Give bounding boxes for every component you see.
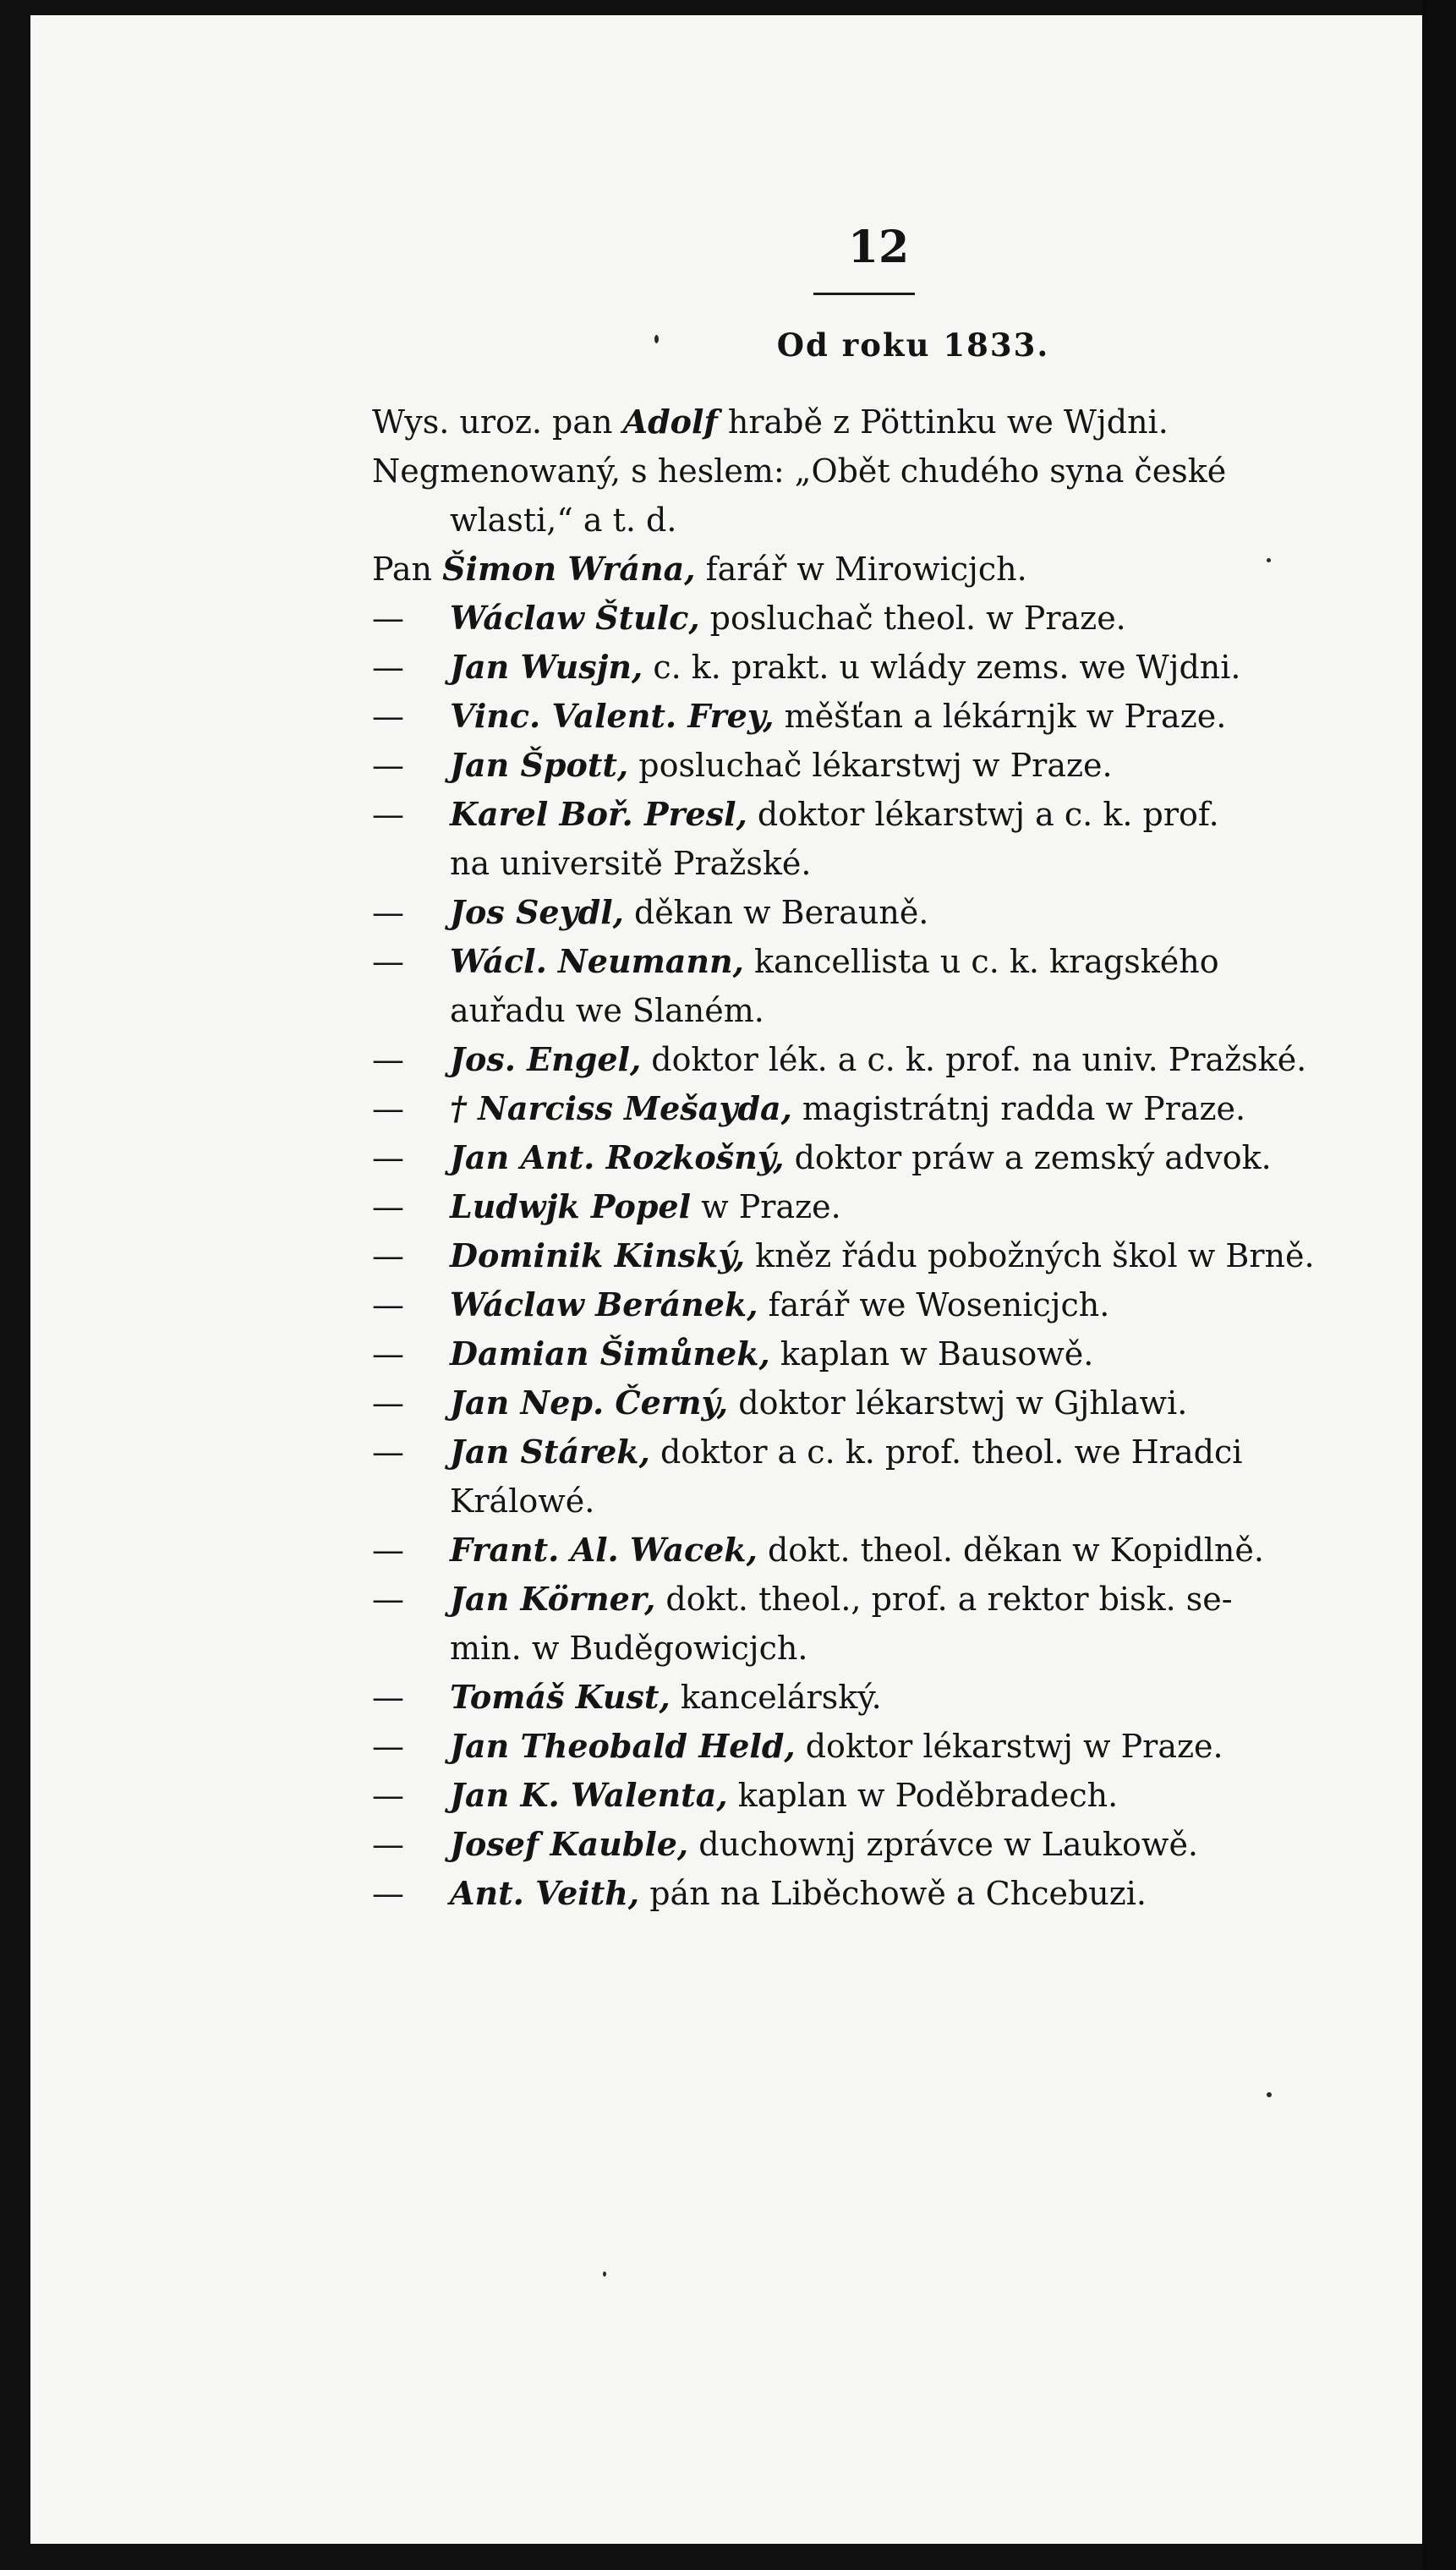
list-entry: [372, 594, 1344, 643]
entry-dash: —: [372, 1237, 404, 1274]
list-entry: [372, 1084, 1344, 1133]
list-entry: [372, 986, 1344, 1035]
entry-dash: —: [372, 943, 404, 980]
list-entry: [372, 1133, 1344, 1182]
scan-speck: [603, 2271, 606, 2277]
list-entry: [372, 1820, 1344, 1869]
entry-name: Wáclaw Beránek,: [450, 1285, 758, 1323]
entry-description: farář we Wosenicjch.: [768, 1286, 1110, 1323]
entry-dash: —: [372, 1041, 404, 1078]
list-entry: [372, 1035, 1344, 1084]
list-entry: [372, 937, 1344, 986]
entry-prefix: Králowé.: [450, 1482, 595, 1520]
entry-name: Jan Špott,: [450, 746, 629, 784]
list-entry: [372, 447, 1344, 496]
page-number: 12: [847, 222, 910, 273]
list-entry: [372, 1231, 1344, 1280]
entry-description: w Praze.: [701, 1188, 841, 1225]
entry-description: doktor a c. k. prof. theol. we Hradci: [660, 1433, 1243, 1471]
list-entry: [372, 1575, 1344, 1624]
entry-description: doktor lék. a c. k. prof. na univ. Pražské.: [651, 1041, 1307, 1078]
list-entry: [372, 1526, 1344, 1575]
entry-description: magistrátnj radda w Praze.: [802, 1090, 1246, 1127]
entry-description: farář w Mirowicjch.: [705, 551, 1027, 588]
entry-name: Adolf: [622, 403, 718, 441]
entry-dash: —: [372, 1090, 404, 1127]
entry-description: kancellista u c. k. kragského: [753, 943, 1219, 980]
entry-description: dokt. theol. děkan w Kopidlně.: [767, 1532, 1264, 1569]
page-edge-shadow: [1422, 0, 1456, 2570]
list-entry: [372, 1624, 1344, 1673]
entry-name: Ant. Veith,: [450, 1874, 640, 1912]
list-entry: [372, 643, 1344, 692]
entry-dash: —: [372, 1679, 404, 1716]
entry-dash: —: [372, 796, 404, 833]
entry-description: c. k. prakt. u wlády zems. we Wjdni.: [653, 649, 1241, 686]
entry-description: dokt. theol., prof. a rektor bisk. se-: [665, 1581, 1233, 1618]
entry-dash: —: [372, 894, 404, 931]
entry-prefix: Negmenowaný, s heslem: „Obět chudého syna české: [372, 452, 1227, 490]
entry-dash: —: [372, 1188, 404, 1225]
entry-name: Jos. Engel,: [450, 1040, 642, 1078]
entry-dash: —: [372, 600, 404, 637]
entry-name: Tomáš Kust,: [450, 1678, 671, 1716]
entry-name: Jan Ant. Rozkošný,: [450, 1138, 785, 1176]
entry-description: posluchač lékarstwj w Praze.: [638, 747, 1113, 784]
scan-speck: [654, 335, 659, 343]
entry-name: Frant. Al. Wacek,: [450, 1531, 758, 1569]
entry-name: Jan Theobald Held,: [450, 1727, 796, 1765]
entry-name: Jos Seydl,: [450, 893, 624, 931]
entry-dash: —: [372, 747, 404, 784]
list-entry: [372, 1427, 1344, 1477]
entry-name: † Narciss Mešayda,: [450, 1089, 792, 1127]
list-entry: [372, 1673, 1344, 1722]
entry-name: Ludwjk Popel: [450, 1187, 692, 1225]
list-entry: [372, 1378, 1344, 1427]
list-entry: [372, 397, 1344, 447]
entry-description: doktor lékarstwj a c. k. prof.: [757, 796, 1219, 833]
entry-description: posluchač theol. w Praze.: [709, 600, 1126, 637]
list-entry: [372, 1280, 1344, 1329]
entry-dash: —: [372, 1826, 404, 1863]
entry-description: pán na Liběchowě a Chcebuzi.: [649, 1875, 1147, 1912]
list-entry: [372, 1869, 1344, 1918]
list-entry: [372, 1182, 1344, 1231]
entry-prefix: Wys. uroz. pan: [372, 403, 613, 441]
entry-dash: —: [372, 1875, 404, 1912]
entry-dash: —: [372, 1335, 404, 1373]
entry-description: hrabě z Pöttinku we Wjdni.: [727, 403, 1169, 441]
entry-description: doktor lékarstwj w Gjhlawi.: [738, 1384, 1188, 1422]
entry-name: Jan Nep. Černý,: [450, 1384, 729, 1422]
list-entry: [372, 839, 1344, 888]
entry-dash: —: [372, 698, 404, 735]
subscriber-list: [372, 397, 1344, 1918]
entry-name: Vinc. Valent. Frey,: [450, 697, 775, 735]
entry-description: kaplan w Poděbradech.: [737, 1777, 1119, 1814]
list-entry: [372, 888, 1344, 937]
entry-description: doktor práw a zemský advok.: [794, 1139, 1272, 1176]
entry-dash: —: [372, 649, 404, 686]
entry-name: Jan Stárek,: [450, 1433, 650, 1471]
entry-description: kancelárský.: [680, 1679, 882, 1716]
entry-prefix: wlasti,“ a t. d.: [450, 501, 677, 539]
entry-dash: —: [372, 1581, 404, 1618]
entry-dash: —: [372, 1433, 404, 1471]
entry-description: doktor lékarstwj w Praze.: [805, 1728, 1223, 1765]
entry-description: kněz řádu pobožných škol w Brně.: [755, 1237, 1315, 1274]
entry-dash: —: [372, 1139, 404, 1176]
entry-prefix: min. w Buděgowicjch.: [450, 1630, 808, 1667]
scan-speck: [1267, 558, 1271, 562]
list-entry: [372, 692, 1344, 741]
entry-description: měšťan a lékárnjk w Praze.: [784, 698, 1227, 735]
entry-description: děkan w Berauně.: [633, 894, 929, 931]
entry-prefix: auřadu we Slaném.: [450, 992, 764, 1029]
page-number-rule: [813, 293, 915, 295]
entry-name: Karel Boř. Presl,: [450, 795, 747, 833]
entry-dash: —: [372, 1777, 404, 1814]
entry-dash: —: [372, 1286, 404, 1323]
list-entry: [372, 545, 1344, 594]
entry-dash: —: [372, 1532, 404, 1569]
entry-name: Wácl. Neumann,: [450, 942, 744, 980]
entry-name: Jan K. Walenta,: [450, 1776, 728, 1814]
list-entry: [372, 1477, 1344, 1526]
entry-prefix: na universitě Pražské.: [450, 845, 812, 882]
entry-name: Jan Körner,: [450, 1580, 656, 1618]
entry-name: Josef Kauble,: [450, 1825, 689, 1863]
list-entry: [372, 741, 1344, 790]
list-entry: [372, 1722, 1344, 1771]
entry-description: duchownj zprávce w Laukowě.: [698, 1826, 1199, 1863]
list-entry: [372, 1771, 1344, 1820]
entry-name: Damian Šimůnek,: [450, 1334, 770, 1373]
scan-speck: [1267, 2092, 1272, 2097]
entry-name: Šimon Wrána,: [442, 550, 696, 588]
entry-dash: —: [372, 1384, 404, 1422]
entry-name: Dominik Kinský,: [450, 1236, 746, 1274]
entry-dash: —: [372, 1728, 404, 1765]
list-entry: [372, 1329, 1344, 1378]
entry-description: kaplan w Bausowě.: [780, 1335, 1094, 1373]
entry-name: Jan Wusjn,: [450, 648, 643, 686]
list-entry: [372, 790, 1344, 839]
entry-prefix: Pan: [372, 551, 432, 588]
entry-name: Wáclaw Štulc,: [450, 599, 700, 637]
list-entry: [372, 496, 1344, 545]
section-heading: Od roku 1833.: [776, 326, 1050, 364]
